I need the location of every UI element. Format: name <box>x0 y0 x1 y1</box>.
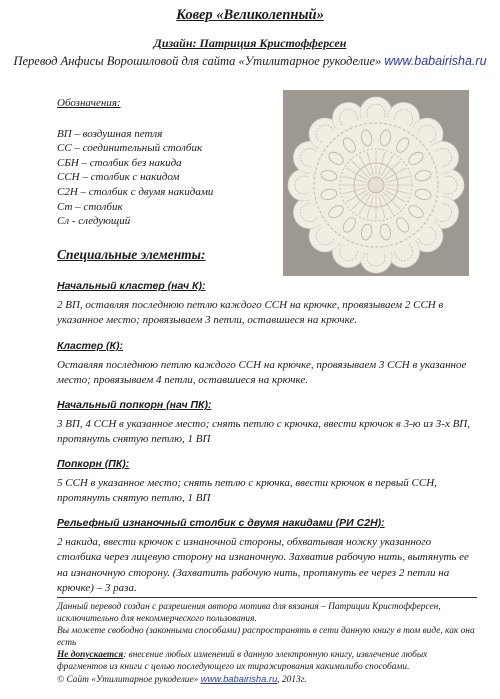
special-elements-header: Специальные элементы: <box>57 247 206 262</box>
not-allowed-label: Не допускается <box>57 650 124 660</box>
legend-header: Обозначения: <box>57 97 121 109</box>
legend-item: Сл - следующий <box>57 215 131 228</box>
copyright-site-link[interactable]: www.babairisha.ru <box>200 673 278 684</box>
legend-item: С2Н – столбик с двумя накидами <box>57 185 214 198</box>
section-initial-cluster <box>57 279 477 329</box>
not-allowed-text: : внесение любых изменений в данную электронную книгу, извлечение любых фрагментов из книги с целью последующего их тиражирования какимилибо способами. <box>57 650 428 672</box>
footer-distribution: Вы можете свободно (законными способами) распространять в сети данную книгу в том виде, как она есть <box>57 626 475 648</box>
doily-photo <box>283 90 469 276</box>
copyright-suffix: , 2013г. <box>277 675 307 685</box>
legend-item: ССН – столбик с накидом <box>57 171 180 184</box>
legend-item: СС – соединительный столбик <box>57 142 203 155</box>
section-popcorn <box>57 457 477 507</box>
translation-credit <box>0 54 500 69</box>
section-heading: Кластер (К): <box>57 340 123 352</box>
section-heading: Рельефный изнаночный столбик с двумя накидами (РИ С2Н): <box>57 517 385 529</box>
footer-copyright <box>57 673 477 686</box>
section-cluster <box>57 339 477 389</box>
section-back-post-treble <box>57 516 477 597</box>
doily-center <box>368 177 384 193</box>
section-body: 2 ВП, оставляя последнюю петлю каждого ССН на крючке, провязываем 2 ССН в указанное место; провязываем 3 петли, оставшиеся на крючке. <box>57 298 444 326</box>
legend-item: ВП – воздушная петля <box>57 127 163 140</box>
legend-item: СБН – столбик без накида <box>57 156 182 169</box>
section-body: 3 ВП, 4 ССН в указанное место; снять петлю с крючка, ввести крючок в 3-ю из 3-х ВП, протянуть снятую петлю, 1 ВП <box>57 417 470 445</box>
doily-illustration <box>283 90 469 276</box>
translation-text: Перевод Анфисы Ворошиловой для сайта «Утилитарное рукоделие» <box>13 54 385 68</box>
copyright-prefix: © Сайт «Утилитарное рукоделие» <box>57 675 201 685</box>
section-initial-popcorn <box>57 398 477 448</box>
section-body: 5 ССН в указанное место; снять петлю с крючка, ввести крючок в первый ССН, протянуть снятую петлю, 1 ВП <box>57 476 437 504</box>
section-heading: Начальный кластер (нач К): <box>57 280 206 292</box>
document-title: Ковер «Великолепный» <box>176 7 324 23</box>
section-body: Оставляя последнюю петлю каждого ССН на крючке, провязываем 3 ССН в указанное место; провязываем 4 петли, оставшиеся на крючке. <box>57 358 467 386</box>
design-credit: Дизайн: Патриция Кристофферсен <box>153 36 347 50</box>
footer-permission: Данный перевод создан с разрешения автора мотива для вязания – Патриции Кристофферсен, исключительно для некоммерческого пользования. <box>57 602 441 624</box>
footer-notice <box>57 597 477 686</box>
legend <box>57 96 287 229</box>
section-heading: Попкорн (ПК): <box>57 458 130 470</box>
section-heading: Начальный попкорн (нач ПК): <box>57 399 212 411</box>
legend-item: Ст – столбик <box>57 200 123 213</box>
section-body: 2 накида, ввести крючок с изнаночной стороны, обхватывая ножку указанного столбика через лицевую сторону на изнаночную. Захватив рабочую нить, вытянуть ее на изнаночную сторону. (Захватить рабочую нить, протянуть ее через 2 петли на крючке) – 3 раза. <box>57 535 469 594</box>
site-link[interactable]: www.babairisha.ru <box>384 54 487 68</box>
footer-restrictions <box>57 649 477 673</box>
